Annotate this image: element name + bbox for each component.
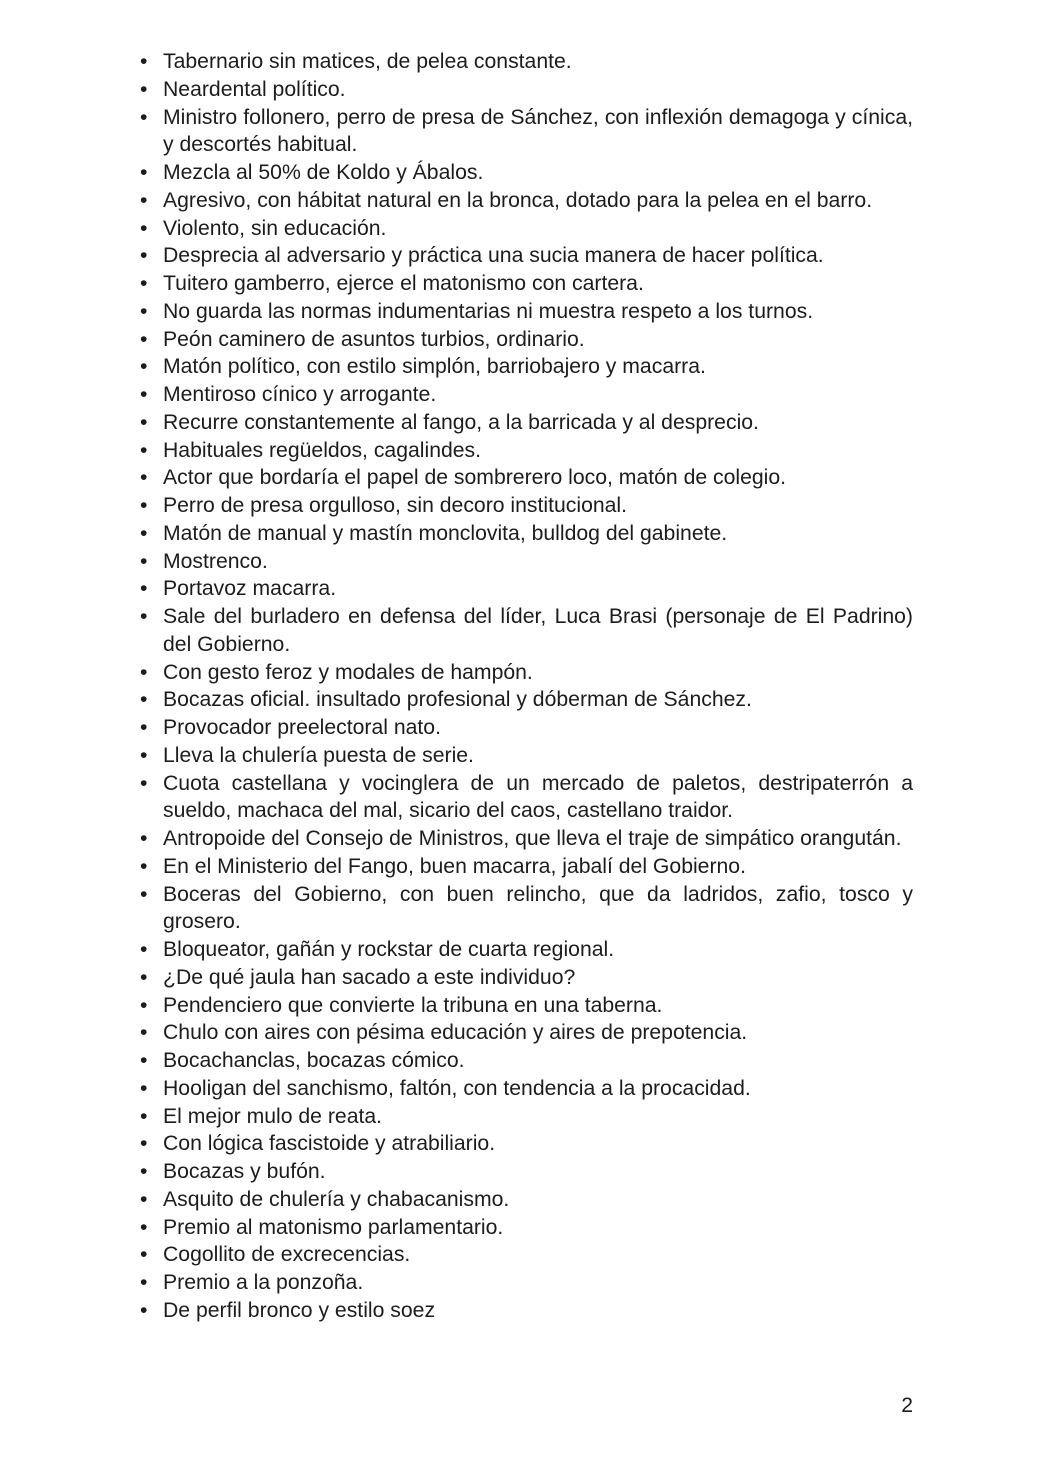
list-item	[140, 1047, 913, 1075]
bullet-marker: •	[140, 466, 148, 490]
list-item	[140, 659, 913, 687]
bullet-marker: •	[140, 1215, 148, 1239]
list-item	[140, 742, 913, 770]
bullet-marker: •	[140, 494, 148, 517]
bullet-marker: •	[140, 993, 148, 1017]
list-item	[140, 48, 913, 76]
list-item-text: Premio al matonismo parlamentario.	[163, 1215, 504, 1239]
bullet-marker: •	[140, 383, 148, 406]
list-item	[140, 603, 913, 659]
list-item-text: Hooligan del sanchismo, faltón, con tendencia a la procacidad.	[163, 1076, 751, 1100]
list-item-text: Bocachanclas, bocazas cómico.	[163, 1049, 465, 1072]
page-number: 2	[901, 1394, 913, 1417]
bullet-marker: •	[140, 299, 148, 323]
list-item-text: Agresivo, con hábitat natural en la bronca, dotado para la pelea en el barro.	[163, 188, 873, 212]
bullet-marker: •	[140, 688, 148, 712]
list-item-text: Boceras del Gobierno, con buen relincho, que da ladridos, zafio, tosco y grosero.	[163, 882, 913, 934]
list-item	[140, 936, 913, 964]
list-item	[140, 353, 913, 381]
bullet-marker: •	[140, 1049, 148, 1072]
bullet-marker: •	[140, 272, 148, 295]
bullet-marker: •	[140, 1271, 148, 1294]
list-item	[140, 464, 913, 492]
list-item	[140, 270, 913, 298]
list-item	[140, 1158, 913, 1186]
list-item	[140, 548, 913, 576]
bullet-marker: •	[140, 216, 148, 240]
list-item	[140, 381, 913, 409]
list-item-text: ¿De qué jaula han sacado a este individuo?	[163, 965, 576, 989]
list-item	[140, 437, 913, 465]
bullet-marker: •	[140, 410, 148, 434]
list-item-text: Con gesto feroz y modales de hampón.	[163, 660, 533, 684]
list-item-text: Antropoide del Consejo de Ministros, que lleva el traje de simpático orangután.	[163, 827, 902, 850]
list-item	[140, 159, 913, 187]
list-item	[140, 1103, 913, 1131]
list-item-text: Peón caminero de asuntos turbios, ordinario.	[163, 327, 585, 351]
list-item-text: Portavoz macarra.	[163, 577, 337, 601]
list-item	[140, 187, 913, 215]
bullet-marker: •	[140, 965, 148, 989]
list-item	[140, 770, 913, 826]
bullet-marker: •	[140, 771, 148, 795]
bullet-marker: •	[140, 1187, 148, 1211]
list-item-text: Tabernario sin matices, de pelea constante.	[163, 50, 572, 73]
bullet-marker: •	[140, 854, 148, 878]
list-item-text: Bloqueator, gañán y rockstar de cuarta regional.	[163, 938, 615, 961]
list-item	[140, 686, 913, 714]
list-item	[140, 1269, 913, 1297]
list-item	[140, 409, 913, 437]
list-item-text: El mejor mulo de reata.	[163, 1104, 383, 1128]
list-item-text: Pendenciero que convierte la tribuna en una taberna.	[163, 993, 663, 1017]
list-item-text: Desprecia al adversario y práctica una sucia manera de hacer política.	[163, 244, 824, 268]
bullet-marker: •	[140, 577, 148, 601]
list-item-text: Con lógica fascistoide y atrabiliario.	[163, 1132, 496, 1156]
list-item	[140, 492, 913, 520]
bullet-marker: •	[140, 438, 148, 462]
list-item	[140, 881, 913, 937]
list-item-text: Cuota castellana y vocinglera de un mercado de paletos, destripaterrón a sueldo, machaca del mal, sicario del caos, castellano traidor.	[163, 771, 913, 823]
list-item-text: Recurre constantemente al fango, a la barricada y al desprecio.	[163, 410, 759, 434]
bullet-marker: •	[140, 77, 148, 101]
list-item-text: Violento, sin educación.	[163, 216, 387, 240]
list-item-text: Asquito de chulería y chabacanismo.	[163, 1187, 510, 1211]
bullet-marker: •	[140, 327, 148, 351]
list-item-text: Bocazas y bufón.	[163, 1160, 326, 1183]
list-item-text: Neardental político.	[163, 77, 346, 101]
list-item-text: Tuitero gamberro, ejerce el matonismo con cartera.	[163, 272, 644, 295]
list-item-text: Cogollito de excrecencias.	[163, 1243, 411, 1267]
list-item	[140, 1297, 913, 1325]
list-item-text: Habituales regüeldos, cagalindes.	[163, 438, 482, 462]
list-item	[140, 992, 913, 1020]
bullet-marker: •	[140, 660, 148, 684]
list-item	[140, 1186, 913, 1214]
list-item-text: Sale del burladero en defensa del líder, Luca Brasi (personaje de El Padrino) del Gobierno.	[163, 605, 913, 656]
list-item	[140, 1019, 913, 1047]
list-item-text: Mostrenco.	[163, 549, 268, 573]
list-item	[140, 242, 913, 270]
list-item-text: Premio a la ponzoña.	[163, 1271, 364, 1294]
list-item-text: Provocador preelectoral nato.	[163, 716, 441, 739]
list-item	[140, 1241, 913, 1269]
list-item	[140, 575, 913, 603]
list-item-text: Actor que bordaría el papel de sombrerero loco, matón de colegio.	[163, 466, 787, 490]
list-item	[140, 1075, 913, 1103]
list-item-text: Ministro follonero, perro de presa de Sánchez, con inflexión demagoga y cínica, y descortés habitual.	[163, 105, 913, 157]
bullet-marker: •	[140, 1298, 148, 1322]
list-item	[140, 1214, 913, 1242]
list-item-text: Perro de presa orgulloso, sin decoro institucional.	[163, 494, 628, 517]
bullet-marker: •	[140, 1104, 148, 1128]
list-item-text: Chulo con aires con pésima educación y aires de prepotencia.	[163, 1021, 748, 1045]
bullet-list	[140, 48, 913, 1325]
list-item	[140, 215, 913, 243]
bullet-marker: •	[140, 1132, 148, 1156]
list-item	[140, 964, 913, 992]
bullet-marker: •	[140, 827, 148, 850]
bullet-marker: •	[140, 50, 148, 73]
list-item-text: En el Ministerio del Fango, buen macarra, jabalí del Gobierno.	[163, 854, 746, 878]
bullet-marker: •	[140, 1243, 148, 1267]
bullet-marker: •	[140, 605, 148, 628]
bullet-marker: •	[140, 1160, 148, 1183]
bullet-marker: •	[140, 161, 148, 184]
list-item	[140, 1130, 913, 1158]
bullet-marker: •	[140, 743, 148, 767]
bullet-marker: •	[140, 355, 148, 379]
bullet-marker: •	[140, 938, 148, 961]
list-item	[140, 714, 913, 742]
list-item	[140, 853, 913, 881]
list-item	[140, 104, 913, 160]
list-item	[140, 76, 913, 104]
list-item-text: No guarda las normas indumentarias ni muestra respeto a los turnos.	[163, 299, 814, 323]
list-item-text: Mezcla al 50% de Koldo y Ábalos.	[163, 161, 484, 184]
list-item-text: Lleva la chulería puesta de serie.	[163, 743, 474, 767]
bullet-marker: •	[140, 521, 148, 545]
list-item-text: Matón político, con estilo simplón, barriobajero y macarra.	[163, 355, 706, 379]
list-item	[140, 298, 913, 326]
list-item-text: Bocazas oficial. insultado profesional y dóberman de Sánchez.	[163, 688, 752, 712]
list-item	[140, 520, 913, 548]
bullet-marker: •	[140, 244, 148, 268]
bullet-marker: •	[140, 105, 148, 129]
list-item	[140, 326, 913, 354]
bullet-marker: •	[140, 1076, 148, 1100]
list-item-text: De perfil bronco y estilo soez	[163, 1298, 436, 1322]
bullet-marker: •	[140, 549, 148, 573]
bullet-marker: •	[140, 1021, 148, 1045]
bullet-marker: •	[140, 188, 148, 212]
list-item	[140, 825, 913, 853]
bullet-marker: •	[140, 716, 148, 739]
list-item-text: Mentiroso cínico y arrogante.	[163, 383, 437, 406]
list-item-text: Matón de manual y mastín monclovita, bulldog del gabinete.	[163, 521, 728, 545]
bullet-marker: •	[140, 882, 148, 906]
